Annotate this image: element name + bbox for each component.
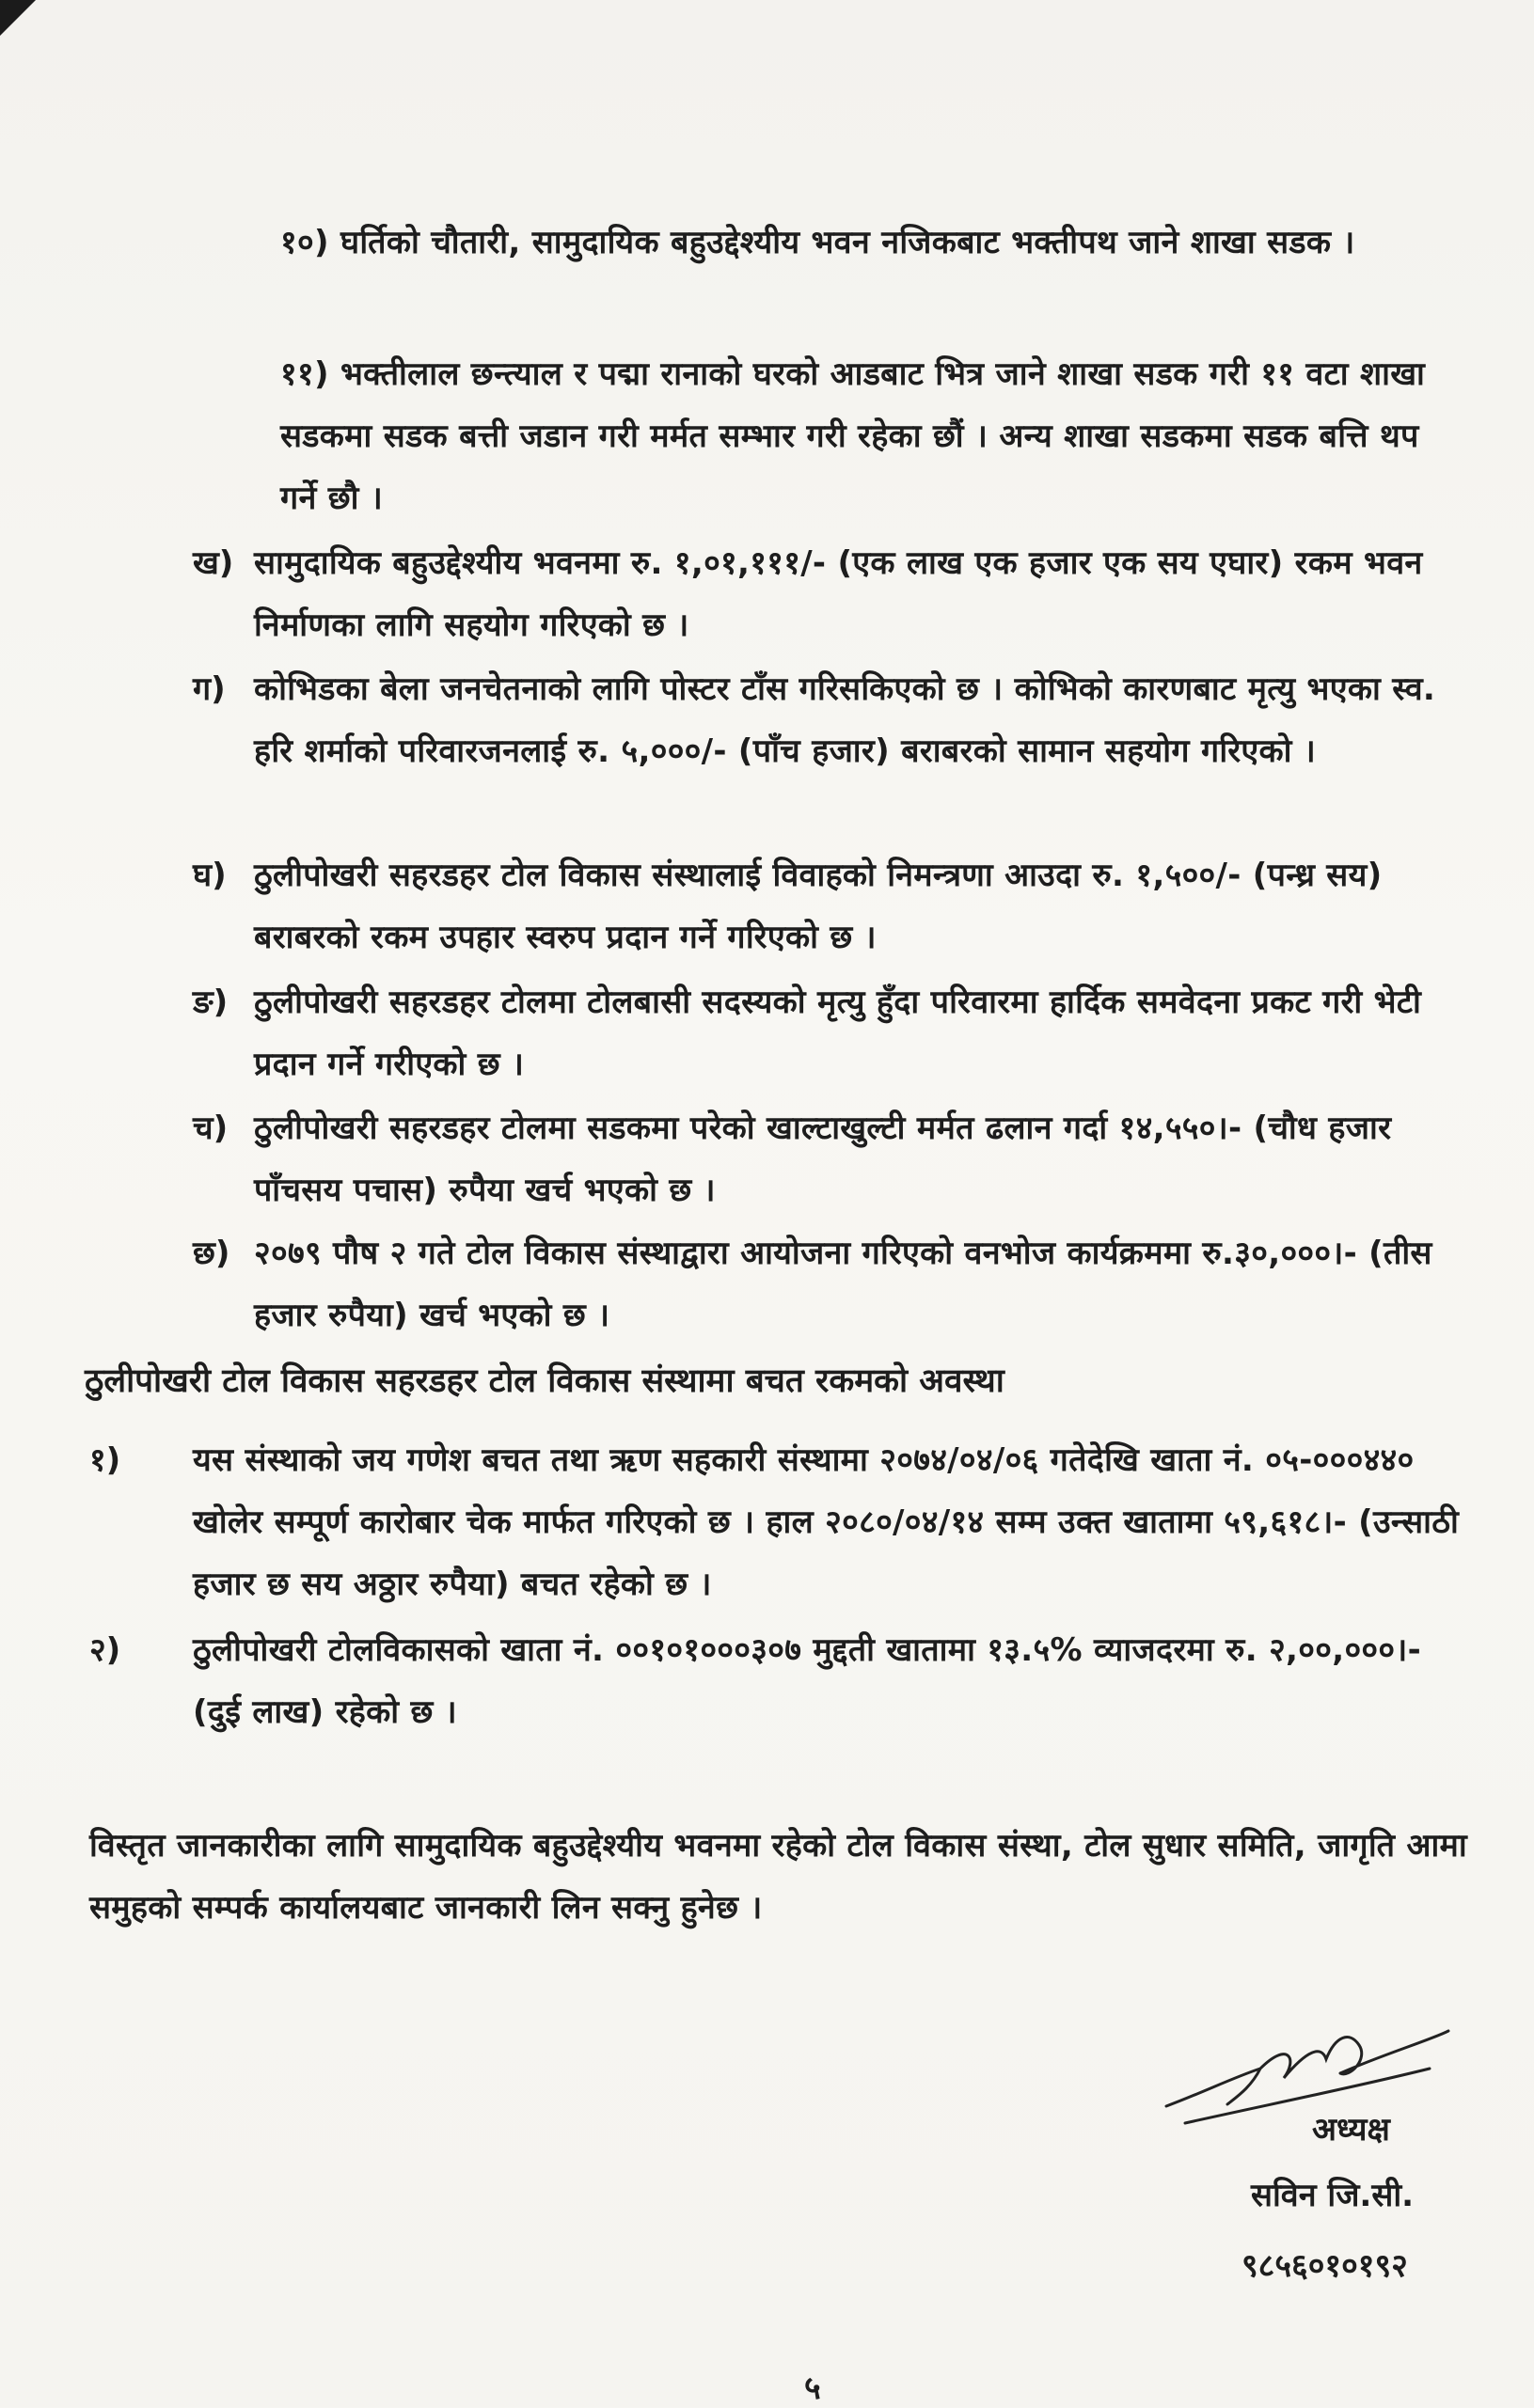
item-marker: घ)	[193, 857, 227, 894]
item-marker: छ)	[193, 1235, 230, 1272]
item-marker: च)	[193, 1110, 229, 1147]
item-marker: ११)	[280, 355, 329, 393]
item-text: सामुदायिक बहुउद्देश्यीय भवनमा रु. १,०१,१११/- (एक लाख एक हजार एक सय एघार) रकम भवन निर्माणका लागि सहयोग गरिएको छ ।	[254, 544, 1423, 644]
scan-corner-mark	[0, 0, 36, 36]
item-marker: १०)	[280, 224, 329, 261]
item-text: ठुलीपोखरी सहरडहर टोलमा टोलबासी सदस्यको मृत्यु हुँदा परिवारमा हार्दिक समवेदना प्रकट गरी भेटी प्रदान गर्ने गरीएको छ ।	[254, 984, 1422, 1083]
road-item-10	[280, 212, 1447, 274]
item-text: २०७९ पौष २ गते टोल विकास संस्थाद्वारा आयोजना गरिएको वनभोज कार्यक्रममा रु.३०,०००।- (तीस हजार रुपैया) खर्च भएको छ ।	[254, 1235, 1432, 1334]
signature-block	[1147, 2003, 1505, 2341]
item-text: कोभिडका बेला जनचेतनाको लागि पोस्टर टाँस गरिसकिएको छ । कोभिको कारणबाट मृत्यु भएका स्व. हरि शर्माको परिवारजनलाई रु. ५,०००/- (पाँच हजार) बराबरको सामान सहयोग गरिएको ।	[254, 670, 1436, 770]
item-text: ठुलीपोखरी टोलविकासको खाता नं. ००१०१०००३०७ मुद्दती खातामा १३.५% व्याजदरमा रु. २,००,०००।- (दुई लाख) रहेको छ ।	[193, 1631, 1421, 1731]
item-marker: ङ)	[193, 984, 229, 1021]
item-marker: १)	[89, 1441, 121, 1479]
signatory-title: अध्यक्ष	[1312, 2111, 1390, 2148]
item-marker: २)	[89, 1631, 121, 1669]
item-text: ठुलीपोखरी सहरडहर टोल विकास संस्थालाई विवाहको निमन्त्रणा आउदा रु. १,५००/- (पन्ध्र सय) बराबरको रकम उपहार स्वरुप प्रदान गर्ने गरिएको छ ।	[254, 857, 1383, 956]
item-text: भक्तीलाल छन्त्याल र पद्मा रानाको घरको आडबाट भित्र जाने शाखा सडक गरी ११ वटा शाखा सडकमा सडक बत्ती जडान गरी मर्मत सम्भार गरी रहेका छौं । अन्य शाखा सडकमा सडक बत्ति थप गर्ने छौ ।	[280, 355, 1426, 517]
signatory-name: सविन जि.सी.	[1251, 2177, 1415, 2214]
item-marker: ग)	[193, 670, 226, 708]
road-item-11	[280, 343, 1447, 529]
item-text: यस संस्थाको जय गणेश बचत तथा ऋण सहकारी संस्थामा २०७४/०४/०६ गतेदेखि खाता नं. ०५-०००४४० खोलेर सम्पूर्ण कारोबार चेक मार्फत गरिएको छ । हाल २०८०/०४/१४ सम्म उक्त खातामा ५९,६१८।- (उन्साठी हजार छ सय अठ्ठार रुपैया) बचत रहेको छ ।	[193, 1441, 1460, 1603]
signatory-phone: ९८५६०१०१९२	[1241, 2247, 1408, 2285]
page-number: ५	[804, 2369, 821, 2407]
savings-heading: ठुलीपोखरी टोल विकास सहरडहर टोल विकास संस्थामा बचत रकमको अवस्था	[85, 1362, 1004, 1400]
item-text: ठुलीपोखरी सहरडहर टोलमा सडकमा परेको खाल्टाखुल्टी मर्मत ढलान गर्दा १४,५५०।- (चौध हजार पाँचसय पचास) रुपैया खर्च भएको छ ।	[254, 1110, 1392, 1209]
item-text: घर्तिको चौतारी, सामुदायिक बहुउद्देश्यीय भवन नजिकबाट भक्तीपथ जाने शाखा सडक ।	[340, 224, 1355, 261]
closing-note: विस्तृत जानकारीका लागि सामुदायिक बहुउद्देश्यीय भवनमा रहेको टोल विकास संस्था, टोल सुधार समिति, जागृति आमा समुहको सम्पर्क कार्यालयबाट जानकारी लिन सक्नु हुनेछ ।	[89, 1827, 1467, 1927]
item-marker: ख)	[193, 544, 234, 582]
